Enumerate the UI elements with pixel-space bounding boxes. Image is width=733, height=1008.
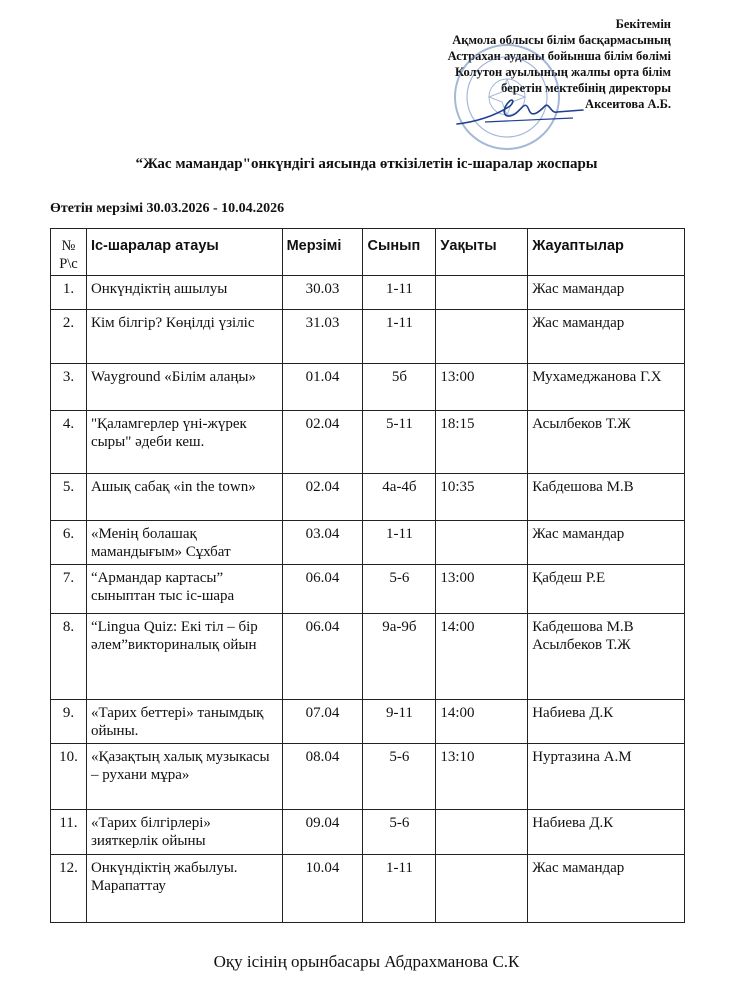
row-class: 9-11: [363, 700, 436, 744]
row-num: 8.: [51, 614, 87, 700]
row-name: «Тарих беттері» танымдық ойыны.: [86, 700, 282, 744]
row-responsible: Набиева Д.К: [528, 700, 685, 744]
row-name: «Менің болашақ мамандығым» Сұхбат: [86, 521, 282, 565]
row-date: 31.03: [282, 310, 363, 364]
row-responsible: Жас мамандар: [528, 855, 685, 923]
table-row: [51, 276, 685, 310]
row-time: 10:35: [436, 474, 528, 521]
approval-line: Астрахан ауданы бойынша білім бөлімі: [447, 49, 671, 63]
row-name: Кім білгір? Көңілді үзіліс: [86, 310, 282, 364]
row-date: 02.04: [282, 411, 363, 474]
row-responsible: Кабдешова М.В Асылбеков Т.Ж: [528, 614, 685, 700]
row-num: 4.: [51, 411, 87, 474]
row-class: 1-11: [363, 855, 436, 923]
row-responsible: Набиева Д.К: [528, 810, 685, 855]
signature-icon: [455, 92, 585, 132]
row-responsible: Жас мамандар: [528, 276, 685, 310]
row-time: 13:10: [436, 744, 528, 810]
row-num: 9.: [51, 700, 87, 744]
row-num: 1.: [51, 276, 87, 310]
table-row: [51, 565, 685, 614]
row-class: 5-6: [363, 565, 436, 614]
row-responsible: Жас мамандар: [528, 521, 685, 565]
row-name: Онкүндіктің жабылуы. Марапаттау: [86, 855, 282, 923]
row-name: «Тарих білгірлері» зияткерлік ойыны: [86, 810, 282, 855]
row-date: 08.04: [282, 744, 363, 810]
row-date: 10.04: [282, 855, 363, 923]
row-class: 5-6: [363, 744, 436, 810]
row-time: [436, 810, 528, 855]
row-num: 5.: [51, 474, 87, 521]
row-num: 11.: [51, 810, 87, 855]
approval-line: Ақмола облысы білім басқармасының: [452, 33, 671, 47]
row-responsible: Кабдешова М.В: [528, 474, 685, 521]
header-num: № Р\с: [51, 229, 87, 276]
header-time: Уақыты: [436, 229, 528, 276]
row-name: “Армандар картасы” сыныптан тыс іс-шара: [86, 565, 282, 614]
row-class: 5-6: [363, 810, 436, 855]
row-time: 14:00: [436, 614, 528, 700]
row-date: 07.04: [282, 700, 363, 744]
row-responsible: Мухамеджанова Г.Х: [528, 364, 685, 411]
row-date: 06.04: [282, 565, 363, 614]
table-row: [51, 810, 685, 855]
table-row: [51, 521, 685, 565]
row-date: 06.04: [282, 614, 363, 700]
header-responsible: Жауаптылар: [528, 229, 685, 276]
row-responsible: Нуртазина А.М: [528, 744, 685, 810]
row-name: «Қазақтың халық музыкасы – рухани мұра»: [86, 744, 282, 810]
row-name: Wayground «Білім алаңы»: [86, 364, 282, 411]
header-name: Іс-шаралар атауы: [86, 229, 282, 276]
row-class: 1-11: [363, 276, 436, 310]
table-row: [51, 855, 685, 923]
row-class: 9а-9б: [363, 614, 436, 700]
row-class: 5б: [363, 364, 436, 411]
row-date: 09.04: [282, 810, 363, 855]
table-row: [51, 474, 685, 521]
approval-line: Колутон ауылының жалпы орта білім: [455, 65, 671, 79]
row-class: 1-11: [363, 310, 436, 364]
row-time: 14:00: [436, 700, 528, 744]
row-num: 10.: [51, 744, 87, 810]
table-row: [51, 744, 685, 810]
row-num: 7.: [51, 565, 87, 614]
row-responsible: Асылбеков Т.Ж: [528, 411, 685, 474]
row-time: [436, 310, 528, 364]
row-time: 18:15: [436, 411, 528, 474]
row-time: [436, 855, 528, 923]
row-time: 13:00: [436, 565, 528, 614]
row-time: [436, 276, 528, 310]
row-class: 4а-4б: [363, 474, 436, 521]
row-time: [436, 521, 528, 565]
row-num: 6.: [51, 521, 87, 565]
row-name: “Lingua Quiz: Екі тіл – бір әлем”викториналық ойын: [86, 614, 282, 700]
row-responsible: Жас мамандар: [528, 310, 685, 364]
table-header-row: [51, 229, 685, 276]
row-num: 3.: [51, 364, 87, 411]
row-responsible: Қабдеш Р.Е: [528, 565, 685, 614]
approval-line: Бекітемін: [615, 17, 671, 31]
table-row: [51, 614, 685, 700]
header-class: Сынып: [363, 229, 436, 276]
row-date: 30.03: [282, 276, 363, 310]
row-name: Ашық сабақ «in the town»: [86, 474, 282, 521]
approval-line: беретін мектебінің директоры: [501, 81, 671, 95]
row-time: 13:00: [436, 364, 528, 411]
row-name: Онкүндіктің ашылуы: [86, 276, 282, 310]
signatory-line: Оқу ісінің орынбасары Абдрахманова С.К: [213, 952, 520, 971]
row-date: 02.04: [282, 474, 363, 521]
row-num: 2.: [51, 310, 87, 364]
row-name: "Қаламгерлер үні-жүрек сыры" әдеби кеш.: [86, 411, 282, 474]
event-period: Өтетін мерзімі 30.03.2026 - 10.04.2026: [50, 201, 285, 216]
page-title: “Жас мамандар"онкүндігі аясында өткізілетін іс-шаралар жоспары: [135, 156, 598, 172]
row-date: 01.04: [282, 364, 363, 411]
row-date: 03.04: [282, 521, 363, 565]
row-num: 12.: [51, 855, 87, 923]
row-class: 1-11: [363, 521, 436, 565]
events-table: [50, 228, 685, 923]
table-row: [51, 700, 685, 744]
row-class: 5-11: [363, 411, 436, 474]
table-row: [51, 364, 685, 411]
table-row: [51, 411, 685, 474]
approval-line: Аксеитова А.Б.: [585, 97, 671, 111]
table-row: [51, 310, 685, 364]
header-date: Мерзімі: [282, 229, 363, 276]
